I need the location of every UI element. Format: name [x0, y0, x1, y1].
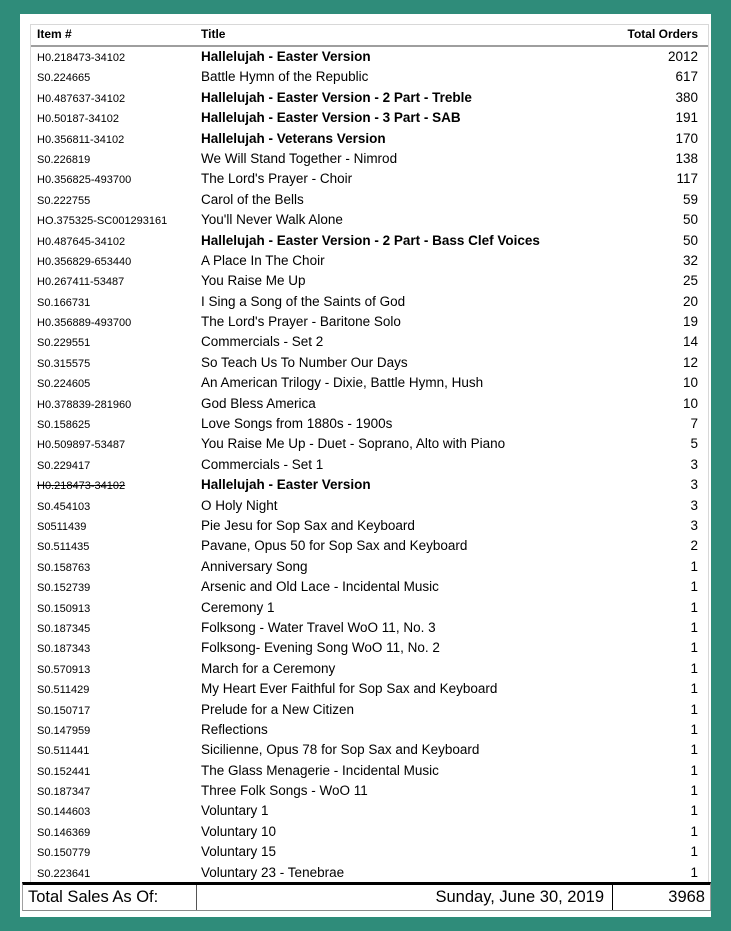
- title-cell: Reflections: [201, 721, 268, 737]
- total-orders-cell: 1: [690, 742, 698, 758]
- title-cell: So Teach Us To Number Our Days: [201, 354, 408, 370]
- title-cell: Voluntary 23 - Tenebrae: [201, 864, 345, 880]
- table-row: [31, 516, 708, 536]
- total-orders-cell: 1: [690, 844, 698, 860]
- title-cell: A Place In The Choir: [201, 252, 325, 268]
- title-cell: March for a Ceremony: [201, 660, 336, 676]
- title-cell: Love Songs from 1880s - 1900s: [201, 416, 393, 432]
- table-row: [31, 47, 708, 67]
- item-number-cell: S0.229551: [37, 337, 91, 350]
- table-row: [31, 801, 708, 821]
- total-orders-cell: 1: [690, 783, 698, 799]
- total-orders-cell: 1: [690, 558, 698, 574]
- title-cell: Voluntary 1: [201, 803, 269, 819]
- total-orders-cell: 50: [682, 212, 698, 228]
- title-cell: O Holy Night: [201, 497, 278, 513]
- item-number-cell: S0.158625: [37, 419, 91, 432]
- item-number-cell: S0.511441: [37, 745, 90, 758]
- total-orders-cell: 14: [682, 334, 698, 350]
- table-row: [31, 536, 708, 556]
- sales-table: [30, 24, 709, 883]
- table-row: [31, 863, 708, 883]
- item-number-cell: S0.166731: [37, 296, 91, 309]
- table-row: [31, 679, 708, 699]
- table-row: [31, 373, 708, 393]
- total-orders-cell: 1: [690, 864, 698, 880]
- title-cell: Hallelujah - Easter Version - 3 Part - SAB: [201, 110, 461, 126]
- table-row: [31, 781, 708, 801]
- table-row: [31, 88, 708, 108]
- total-orders-cell: 138: [675, 150, 698, 166]
- item-number-cell: S0.150913: [37, 602, 91, 615]
- total-orders-cell: 170: [675, 130, 698, 146]
- item-number-cell: H0.378839-281960: [37, 398, 132, 411]
- title-cell: Commercials - Set 2: [201, 334, 324, 350]
- total-orders-cell: 59: [682, 191, 698, 207]
- item-number-cell: S0.187347: [37, 786, 91, 799]
- title-cell: The Glass Menagerie - Incidental Music: [201, 762, 439, 778]
- item-number-cell: S0.511435: [37, 541, 90, 554]
- total-orders-cell: 1: [690, 640, 698, 656]
- item-number-cell: S0.222755: [37, 194, 91, 207]
- title-cell: My Heart Ever Faithful for Sop Sax and Keyboard: [201, 681, 498, 697]
- title-cell: Pie Jesu for Sop Sax and Keyboard: [201, 517, 415, 533]
- table-row: [31, 434, 708, 454]
- totals-row: [22, 882, 711, 911]
- item-number-cell: S0.150717: [37, 704, 91, 717]
- item-number-cell: HO.375325-SC001293161: [37, 215, 168, 228]
- total-orders-cell: 20: [682, 293, 698, 309]
- item-number-cell: H0.218473-34102: [37, 52, 126, 64]
- total-orders-cell: 50: [682, 232, 698, 248]
- table-row: [31, 761, 708, 781]
- item-number-cell: S0.144603: [37, 806, 91, 819]
- total-orders-cell: 2: [690, 538, 698, 554]
- title-cell: Carol of the Bells: [201, 191, 304, 207]
- title-cell: Folksong- Evening Song WoO 11, No. 2: [201, 640, 440, 656]
- table-row: [31, 557, 708, 577]
- total-orders-cell: 3: [690, 477, 698, 493]
- title-cell: Hallelujah - Easter Version - 2 Part - Bass Clef Voices: [201, 232, 540, 248]
- total-orders-cell: 1: [690, 660, 698, 676]
- table-row: [31, 577, 708, 597]
- total-orders-cell: 10: [682, 395, 698, 411]
- table-row: [31, 353, 708, 373]
- table-header-row: [31, 24, 708, 47]
- title-cell: Pavane, Opus 50 for Sop Sax and Keyboard: [201, 538, 468, 554]
- item-number-cell: S0.152739: [37, 582, 91, 595]
- title-cell: God Bless America: [201, 395, 316, 411]
- title-cell: Sicilienne, Opus 78 for Sop Sax and Keyboard: [201, 742, 480, 758]
- table-row: [31, 129, 708, 149]
- title-cell: You'll Never Walk Alone: [201, 212, 343, 228]
- table-row: [31, 598, 708, 618]
- title-cell: An American Trilogy - Dixie, Battle Hymn, Hush: [201, 375, 484, 391]
- item-number-cell: S0.158763: [37, 561, 91, 574]
- item-number-cell: H0.356825-493700: [37, 174, 132, 187]
- column-header-title: Title: [201, 27, 226, 41]
- item-number-cell: S0.454103: [37, 500, 91, 513]
- total-orders-cell: 7: [690, 416, 698, 432]
- item-number-cell: S0.146369: [37, 826, 91, 839]
- title-cell: I Sing a Song of the Saints of God: [201, 293, 406, 309]
- total-orders-cell: 1: [690, 619, 698, 635]
- total-orders-cell: 25: [682, 273, 698, 289]
- total-orders-cell: 191: [675, 110, 698, 126]
- title-cell: Three Folk Songs - WoO 11: [201, 783, 368, 799]
- item-number-cell: S0.147959: [37, 724, 91, 737]
- title-cell: The Lord's Prayer - Baritone Solo: [201, 314, 401, 330]
- table-row: [31, 149, 708, 169]
- total-orders-cell: 3: [690, 497, 698, 513]
- item-number-cell: S0.152441: [37, 765, 91, 778]
- item-number-cell: S0.187345: [37, 622, 91, 635]
- item-number-cell: H0.487645-34102: [37, 235, 126, 248]
- table-row: [31, 312, 708, 332]
- title-cell: Ceremony 1: [201, 599, 275, 615]
- table-row: [31, 231, 708, 251]
- item-number-cell: H0.487637-34102: [37, 92, 126, 105]
- item-number-cell: S0511439: [37, 520, 87, 533]
- title-cell: We Will Stand Together - Nimrod: [201, 150, 398, 166]
- item-number-cell: S0.511429: [37, 684, 90, 697]
- total-orders-cell: 1: [690, 701, 698, 717]
- total-orders-cell: 5: [690, 436, 698, 452]
- totals-date: Sunday, June 30, 2019: [197, 885, 613, 910]
- total-orders-cell: 1: [690, 579, 698, 595]
- table-row: [31, 210, 708, 230]
- table-row: [31, 414, 708, 434]
- table-row: [31, 659, 708, 679]
- title-cell: Folksong - Water Travel WoO 11, No. 3: [201, 619, 436, 635]
- table-row: [31, 842, 708, 862]
- total-orders-cell: 1: [690, 823, 698, 839]
- sales-report-card: [20, 14, 711, 917]
- table-row: [31, 740, 708, 760]
- table-row: [31, 618, 708, 638]
- table-row: [31, 455, 708, 475]
- item-number-cell: H0.267411-53487: [37, 276, 125, 289]
- total-orders-cell: 617: [675, 69, 698, 85]
- total-orders-cell: 2012: [667, 49, 698, 64]
- title-cell: Voluntary 10: [201, 823, 277, 839]
- item-number-cell: H0.356811-34102: [37, 133, 125, 146]
- title-cell: You Raise Me Up: [201, 273, 306, 289]
- total-orders-cell: 32: [682, 252, 698, 268]
- item-number-cell: H0.356829-653440: [37, 255, 132, 268]
- table-row: [31, 169, 708, 189]
- title-cell: Hallelujah - Easter Version: [201, 477, 371, 493]
- title-cell: Voluntary 15: [201, 844, 277, 860]
- column-header-item-number: Item #: [37, 27, 72, 41]
- total-orders-cell: 12: [682, 354, 698, 370]
- total-orders-cell: 380: [675, 89, 698, 105]
- total-orders-cell: 3: [690, 517, 698, 533]
- item-number-cell: H0.509897-53487: [37, 439, 126, 452]
- table-row: [31, 822, 708, 842]
- item-number-cell: S0.229417: [37, 459, 91, 472]
- total-orders-cell: 117: [676, 171, 698, 187]
- title-cell: Prelude for a New Citizen: [201, 701, 355, 717]
- title-cell: Anniversary Song: [201, 558, 308, 574]
- total-orders-cell: 19: [682, 314, 698, 330]
- table-row: [31, 251, 708, 271]
- item-number-cell: H0.356889-493700: [37, 317, 132, 330]
- item-number-cell: H0.218473-34102: [37, 480, 126, 493]
- table-row: [31, 475, 708, 495]
- item-number-cell: S0.570913: [37, 663, 91, 676]
- item-number-cell: S0.187343: [37, 643, 91, 656]
- item-number-cell: S0.315575: [37, 357, 91, 370]
- item-number-cell: S0.224665: [37, 72, 91, 85]
- total-orders-cell: 1: [690, 762, 698, 778]
- table-body: [31, 47, 708, 883]
- table-row: [31, 700, 708, 720]
- title-cell: Battle Hymn of the Republic: [201, 69, 369, 85]
- title-cell: Commercials - Set 1: [201, 456, 324, 472]
- title-cell: You Raise Me Up - Duet - Soprano, Alto with Piano: [201, 436, 506, 452]
- table-row: [31, 394, 708, 414]
- item-number-cell: S0.224605: [37, 378, 91, 391]
- total-orders-cell: 1: [690, 803, 698, 819]
- table-row: [31, 67, 708, 87]
- title-cell: Arsenic and Old Lace - Incidental Music: [201, 579, 439, 595]
- totals-value: 3968: [668, 888, 705, 906]
- total-orders-cell: 3: [690, 456, 698, 472]
- table-row: [31, 720, 708, 740]
- total-orders-cell: 1: [690, 721, 698, 737]
- totals-label: Total Sales As Of:: [23, 885, 197, 910]
- title-cell: The Lord's Prayer - Choir: [201, 171, 353, 187]
- title-cell: Hallelujah - Easter Version: [201, 49, 371, 64]
- table-row: [31, 638, 708, 658]
- item-number-cell: S0.150779: [37, 847, 91, 860]
- total-orders-cell: 1: [690, 599, 698, 615]
- table-row: [31, 332, 708, 352]
- table-row: [31, 292, 708, 312]
- table-row: [31, 108, 708, 128]
- title-cell: Hallelujah - Easter Version - 2 Part - Treble: [201, 89, 472, 105]
- item-number-cell: S0.226819: [37, 153, 91, 166]
- total-orders-cell: 10: [682, 375, 698, 391]
- column-header-total-orders: Total Orders: [627, 27, 698, 41]
- item-number-cell: H0.50187-34102: [37, 113, 119, 126]
- total-orders-cell: 1: [690, 681, 698, 697]
- table-row: [31, 190, 708, 210]
- table-row: [31, 271, 708, 291]
- table-row: [31, 496, 708, 516]
- title-cell: Hallelujah - Veterans Version: [201, 130, 386, 146]
- item-number-cell: S0.223641: [37, 867, 91, 880]
